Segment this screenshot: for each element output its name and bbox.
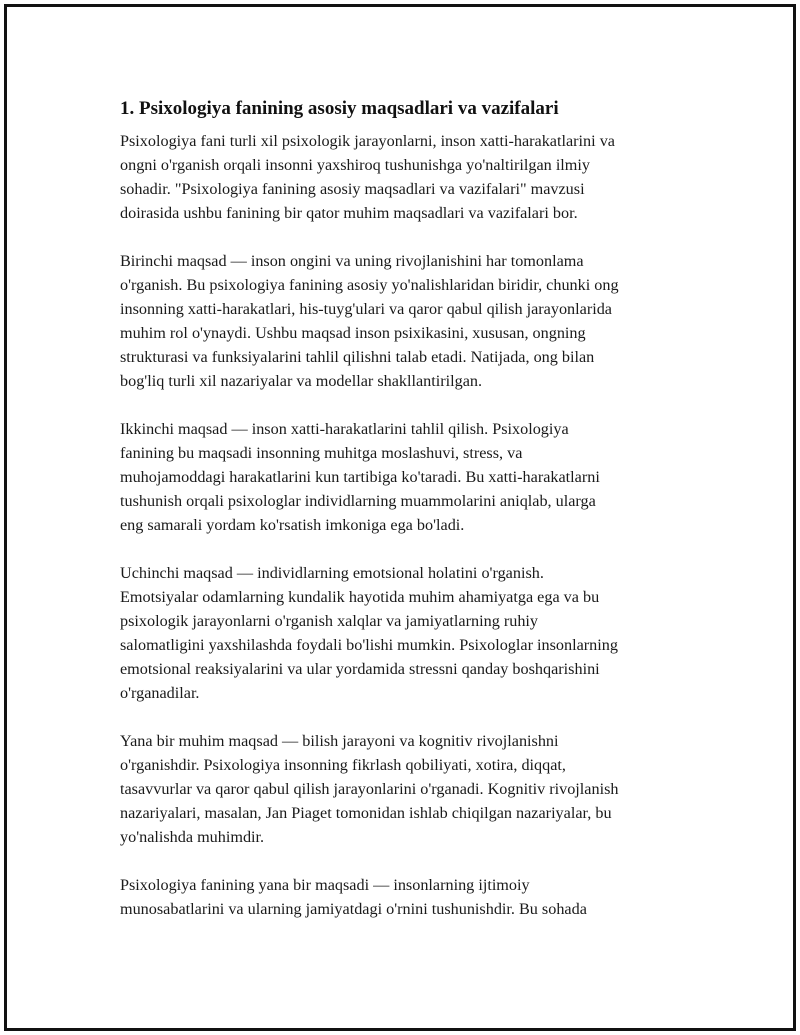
paragraph xyxy=(120,417,690,537)
paragraph-line: tushunish orqali psixologlar individlarning muammolarini aniqlab, ularga xyxy=(120,492,596,510)
paragraph-line: Psixologiya fani turli xil psixologik jarayonlarni, inson xatti-harakatlarini va xyxy=(120,132,615,150)
document-title: 1. Psixologiya fanining asosiy maqsadlari va vazifalari xyxy=(120,98,559,119)
paragraph-line: doirasida ushbu fanining bir qator muhim maqsadlari va vazifalari bor. xyxy=(120,204,578,222)
paragraph-line: Birinchi maqsad — inson ongini va uning rivojlanishini har tomonlama xyxy=(120,252,584,270)
paragraph-line: muhim rol o'ynaydi. Ushbu maqsad inson psixikasini, xususan, ongning xyxy=(120,324,586,342)
paragraph-line: Ikkinchi maqsad — inson xatti-harakatlarini tahlil qilish. Psixologiya xyxy=(120,420,569,438)
paragraph-line: eng samarali yordam ko'rsatish imkoniga ega bo'ladi. xyxy=(120,516,465,534)
paragraph-line: o'rganadilar. xyxy=(120,684,200,702)
paragraph-line: o'rganish. Bu psixologiya fanining asosiy yo'nalishlaridan biridir, chunki ong xyxy=(120,276,619,294)
paragraph-line: yo'nalishda muhimdir. xyxy=(120,828,265,846)
paragraph-line: strukturasi va funksiyalarini tahlil qilishni talab etadi. Natijada, ong bilan xyxy=(120,348,595,366)
paragraph-line: insonning xatti-harakatlari, his-tuyg'ulari va qaror qabul qilish jarayonlarida xyxy=(120,300,612,318)
paragraph xyxy=(120,873,690,921)
paragraph xyxy=(120,561,690,705)
paragraph-line: Psixologiya fanining yana bir maqsadi — insonlarning ijtimoiy xyxy=(120,876,530,894)
paragraph-line: muhojamoddagi harakatlarini kun tartibiga ko'taradi. Bu xatti-harakatlarni xyxy=(120,468,600,486)
paragraph-line: salomatligini yaxshilashda foydali bo'lishi mumkin. Psixologlar insonlarning xyxy=(120,636,618,654)
paragraph-line: bog'liq turli xil nazariyalar va modellar shakllantirilgan. xyxy=(120,372,483,390)
paragraph xyxy=(120,129,690,225)
paragraph-line: psixologik jarayonlarni o'rganish xalqlar va jamiyatlarning ruhiy xyxy=(120,612,538,630)
paragraph-line: Emotsiyalar odamlarning kundalik hayotida muhim ahamiyatga ega va bu xyxy=(120,588,600,606)
paragraph-line: munosabatlarini va ularning jamiyatdagi o'rnini tushunishdir. Bu sohada xyxy=(120,900,587,918)
paragraph-line: nazariyalari, masalan, Jan Piaget tomonidan ishlab chiqilgan nazariyalar, bu xyxy=(120,804,612,822)
paragraph-line: Yana bir muhim maqsad — bilish jarayoni va kognitiv rivojlanishni xyxy=(120,732,559,750)
paragraph-line: o'rganishdir. Psixologiya insonning fikrlash qobiliyati, xotira, diqqat, xyxy=(120,756,566,774)
paragraph xyxy=(120,249,690,393)
paragraph-line: sohadir. "Psixologiya fanining asosiy maqsadlari va vazifalari" mavzusi xyxy=(120,180,585,198)
paragraph xyxy=(120,729,690,849)
paragraph-line: Uchinchi maqsad — individlarning emotsional holatini o'rganish. xyxy=(120,564,544,582)
paragraph-line: emotsional reaksiyalarini va ular yordamida stressni qanday boshqarishini xyxy=(120,660,600,678)
paragraph-line: fanining bu maqsadi insonning muhitga moslashuvi, stress, va xyxy=(120,444,523,462)
paragraph-line: tasavvurlar va qaror qabul qilish jarayonlarini o'rganadi. Kognitiv rivojlanish xyxy=(120,780,619,798)
paragraph-line: ongni o'rganish orqali insonni yaxshiroq tushunishga yo'naltirilgan ilmiy xyxy=(120,156,590,174)
document-body xyxy=(120,97,690,945)
page-frame xyxy=(4,4,796,1031)
paragraph-list xyxy=(120,129,690,921)
